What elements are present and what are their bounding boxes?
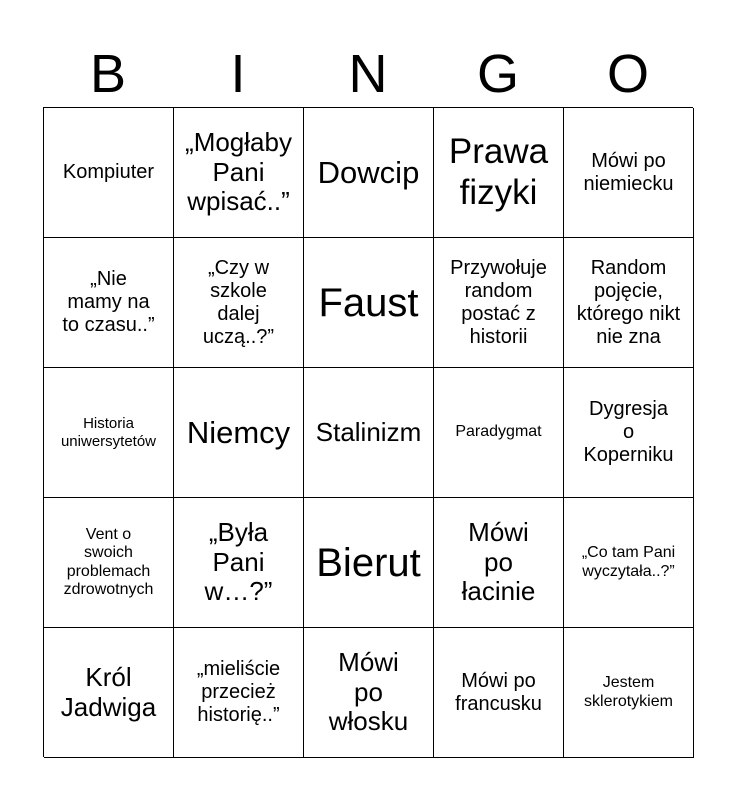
bingo-cell[interactable]: „Mogłaby Pani wpisać..”: [174, 108, 304, 238]
header-letter-b: B: [89, 44, 127, 104]
bingo-cell[interactable]: „Była Pani w…?”: [174, 498, 304, 628]
bingo-cell[interactable]: Dowcip: [304, 108, 434, 238]
bingo-cell[interactable]: Niemcy: [174, 368, 304, 498]
bingo-cell[interactable]: Historia uniwersytetów: [44, 368, 174, 498]
bingo-cell[interactable]: Mówi po łacinie: [434, 498, 564, 628]
bingo-cell[interactable]: Random pojęcie, którego nikt nie zna: [564, 238, 694, 368]
bingo-cell[interactable]: Król Jadwiga: [44, 628, 174, 758]
bingo-card-grid: [43, 107, 693, 757]
bingo-cell[interactable]: Przywołuje random postać z historii: [434, 238, 564, 368]
bingo-cell[interactable]: Paradygmat: [434, 368, 564, 498]
bingo-cell[interactable]: Vent o swoich problemach zdrowotnych: [44, 498, 174, 628]
bingo-cell[interactable]: „Co tam Pani wyczytała..?”: [564, 498, 694, 628]
bingo-cell[interactable]: Dygresja o Koperniku: [564, 368, 694, 498]
header-letter-o: O: [606, 44, 649, 104]
bingo-cell[interactable]: „Nie mamy na to czasu..”: [44, 238, 174, 368]
bingo-cell[interactable]: Faust: [304, 238, 434, 368]
bingo-cell[interactable]: Jestem sklerotykiem: [564, 628, 694, 758]
bingo-cell[interactable]: Stalinizm: [304, 368, 434, 498]
bingo-cell[interactable]: Mówi po niemiecku: [564, 108, 694, 238]
header-letter-n: N: [348, 44, 388, 104]
bingo-header: [43, 40, 693, 108]
bingo-cell[interactable]: Prawa fizyki: [434, 108, 564, 238]
bingo-cell[interactable]: Mówi po włosku: [304, 628, 434, 758]
header-letter-g: G: [476, 44, 519, 104]
bingo-cell[interactable]: „mieliście przecież historię..”: [174, 628, 304, 758]
bingo-cell[interactable]: „Czy w szkole dalej uczą..?”: [174, 238, 304, 368]
bingo-cell[interactable]: Kompiuter: [44, 108, 174, 238]
bingo-cell[interactable]: Mówi po francusku: [434, 628, 564, 758]
bingo-cell[interactable]: Bierut: [304, 498, 434, 628]
header-letter-i: I: [230, 44, 246, 104]
